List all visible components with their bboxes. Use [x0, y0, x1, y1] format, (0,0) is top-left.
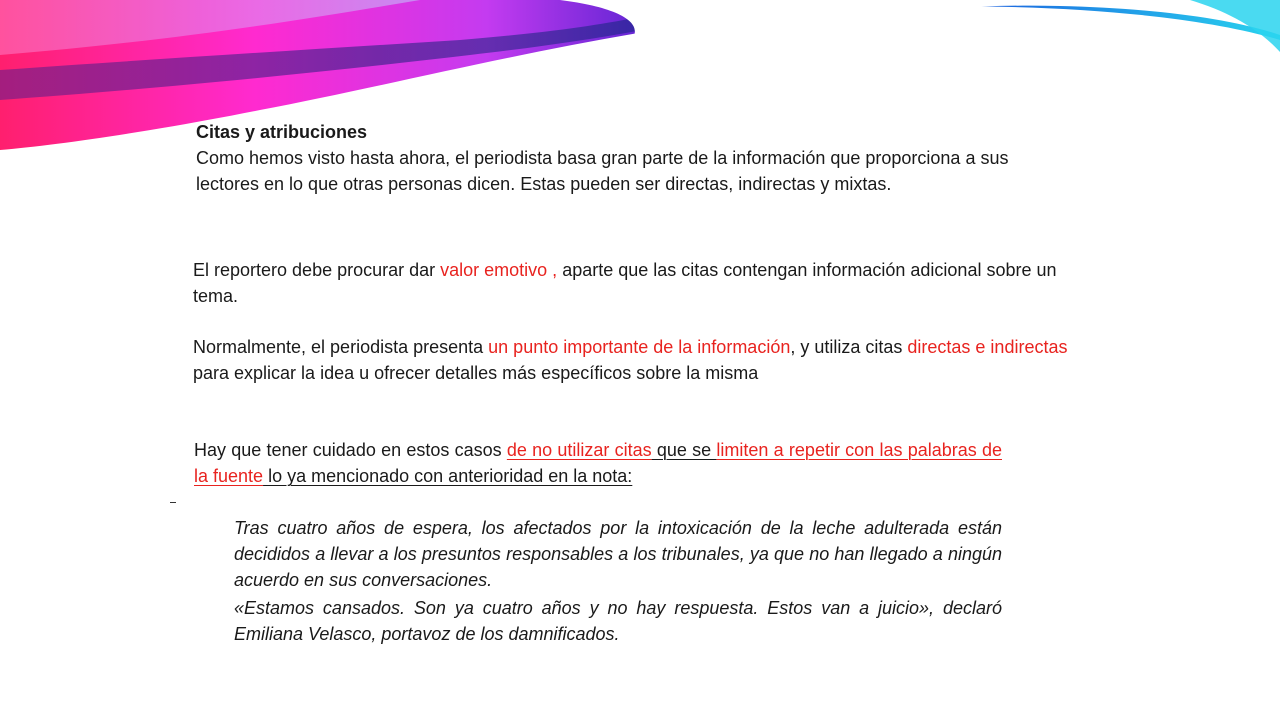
p3-highlight-no-utilizar-citas: de no utilizar citas — [506, 440, 652, 460]
intro-section — [196, 119, 1036, 197]
p2-highlight-directas-indirectas: directas e indirectas — [907, 337, 1068, 357]
p2-text-3: para explicar la idea u ofrecer detalles más específicos sobre la misma — [193, 363, 759, 383]
p2-text-2: , y utiliza citas — [790, 337, 908, 357]
p2-highlight-punto-importante: un punto importante de la información — [488, 337, 791, 357]
bullet-dash — [170, 502, 176, 503]
intro-text: Como hemos visto hasta ahora, el periodista basa gran parte de la información que proporciona a sus lectores en lo que otras personas dicen. Estas pueden ser directas, indirectas y mixtas. — [196, 148, 1009, 194]
wave-white-curve — [560, 0, 1280, 60]
quote-paragraph-1: Tras cuatro años de espera, los afectados por la intoxicación de la leche adulterada están decididos a llevar a los presuntos responsables a los tribunales, ya que no han llegado a ningún acuerdo en sus conversaciones. — [234, 518, 1002, 590]
paragraph-direct-indirect — [193, 334, 1093, 386]
p3-highlight-limiten-repetir: limiten a repetir con las palabras de la fuente — [194, 440, 1002, 486]
p3-text-3: lo ya mencionado con anterioridad en la nota: — [263, 466, 633, 486]
p1-text-1: El reportero debe procurar dar — [193, 260, 441, 280]
paragraph-caution — [194, 437, 1002, 489]
quote-paragraph-2: «Estamos cansados. Son ya cuatro años y no hay respuesta. Estos van a juicio», declaró Emiliana Velasco, portavoz de los damnificados. — [234, 598, 1002, 644]
p1-text-2: aparte que las citas contengan información adicional sobre un tema. — [193, 260, 1057, 306]
p3-text-1: Hay que tener cuidado en estos casos — [194, 440, 507, 460]
p3-text-2: que se — [651, 440, 717, 460]
section-title: Citas y atribuciones — [196, 122, 368, 142]
p2-text-1: Normalmente, el periodista presenta — [193, 337, 489, 357]
paragraph-emotive-value — [193, 257, 1093, 309]
example-quote — [234, 515, 1002, 647]
p1-highlight-valor-emotivo: valor emotivo , — [440, 260, 558, 280]
